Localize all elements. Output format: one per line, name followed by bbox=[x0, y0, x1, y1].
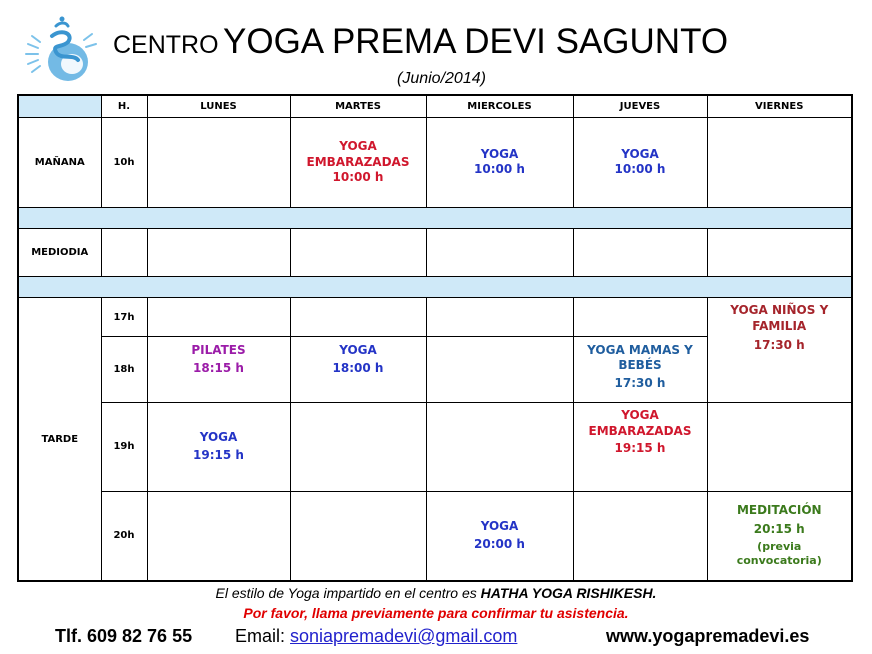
header-viernes: VIERNES bbox=[707, 95, 852, 118]
class-name-2: FAMILIA bbox=[752, 319, 807, 334]
table-row bbox=[18, 491, 852, 581]
page-subtitle: (Junio/2014) bbox=[397, 70, 486, 87]
class-name: PILATES bbox=[191, 342, 246, 357]
class-name: MEDITACIÓN bbox=[736, 503, 822, 517]
class-miercoles-10 bbox=[426, 118, 573, 208]
class-time: 10:00 h bbox=[474, 162, 525, 177]
class-time: 17:30 h bbox=[753, 337, 805, 352]
class-name: YOGA bbox=[480, 518, 519, 533]
table-row bbox=[18, 228, 852, 276]
email-label: Email: bbox=[235, 626, 291, 646]
table-row bbox=[18, 118, 852, 208]
class-martes-10 bbox=[290, 118, 426, 208]
cell-viernes-10 bbox=[707, 118, 852, 208]
header-jueves: JUEVES bbox=[573, 95, 707, 118]
cell-miercoles-17 bbox=[426, 298, 573, 336]
schedule-table bbox=[17, 94, 853, 582]
class-name: YOGA bbox=[480, 146, 519, 161]
class-jueves-19 bbox=[573, 403, 707, 492]
hour-18: 18h bbox=[101, 336, 147, 402]
class-time: 19:15 h bbox=[614, 441, 666, 456]
class-time: 18:00 h bbox=[332, 361, 384, 376]
cell-viernes-19 bbox=[707, 403, 852, 492]
email-line bbox=[235, 626, 517, 647]
cell-midday-hour bbox=[101, 228, 147, 276]
class-time: 19:15 h bbox=[193, 448, 244, 463]
class-time: 20:15 h bbox=[753, 521, 805, 536]
header-lunes: LUNES bbox=[147, 95, 290, 118]
class-name-2: EMBARAZADAS bbox=[588, 423, 692, 438]
separator-row bbox=[18, 277, 852, 298]
header-row bbox=[18, 95, 852, 118]
table-row bbox=[18, 298, 852, 336]
class-martes-18 bbox=[290, 336, 426, 402]
cell-martes-17 bbox=[290, 298, 426, 336]
class-jueves-18 bbox=[573, 336, 707, 402]
cell-martes-20 bbox=[290, 491, 426, 581]
header-corner bbox=[18, 95, 101, 118]
cell-viernes-midday bbox=[707, 228, 852, 276]
title-main: YOGA PREMA DEVI SAGUNTO bbox=[223, 22, 729, 61]
cell-martes-19 bbox=[290, 403, 426, 492]
class-viernes-17 bbox=[707, 298, 852, 403]
class-time: 17:30 h bbox=[614, 375, 666, 390]
separator-band bbox=[18, 207, 852, 228]
class-name: YOGA bbox=[339, 139, 377, 154]
class-time: 20:00 h bbox=[474, 537, 525, 552]
class-viernes-20 bbox=[707, 491, 852, 581]
table-row bbox=[18, 403, 852, 492]
class-time: 10:00 h bbox=[332, 170, 384, 185]
cell-miercoles-midday bbox=[426, 228, 573, 276]
period-midday: MEDIODIA bbox=[18, 228, 101, 276]
cell-jueves-20 bbox=[573, 491, 707, 581]
style-note bbox=[0, 585, 872, 601]
separator-band bbox=[18, 277, 852, 298]
cell-jueves-midday bbox=[573, 228, 707, 276]
email-link[interactable]: soniapremadevi@gmail.com bbox=[290, 626, 518, 646]
class-miercoles-20 bbox=[426, 491, 573, 581]
class-note-2: convocatoria) bbox=[736, 554, 822, 568]
class-jueves-10 bbox=[573, 118, 707, 208]
hour-10: 10h bbox=[101, 118, 147, 208]
hour-20: 20h bbox=[101, 491, 147, 581]
class-name: YOGA bbox=[621, 408, 659, 423]
class-time: 10:00 h bbox=[614, 162, 666, 177]
class-time: 18:15 h bbox=[193, 361, 244, 376]
class-lunes-19 bbox=[147, 403, 290, 492]
class-name: YOGA bbox=[199, 429, 238, 444]
header-martes: MARTES bbox=[290, 95, 426, 118]
cell-lunes-10 bbox=[147, 118, 290, 208]
period-afternoon: TARDE bbox=[18, 298, 101, 581]
cell-miercoles-18 bbox=[426, 336, 573, 402]
om-logo-icon bbox=[22, 14, 102, 88]
cell-lunes-20 bbox=[147, 491, 290, 581]
hour-19: 19h bbox=[101, 403, 147, 492]
class-name-2: EMBARAZADAS bbox=[306, 154, 410, 169]
notice-text: Por favor, llama previamente para confirmar tu asistencia. bbox=[243, 605, 629, 621]
style-prefix: El estilo de Yoga impartido en el centro es bbox=[215, 585, 481, 601]
title-prefix: CENTRO bbox=[113, 31, 219, 59]
class-name: YOGA NIÑOS Y bbox=[730, 303, 829, 318]
phone-number: Tlf. 609 82 76 55 bbox=[55, 626, 193, 646]
class-name-2: BEBÉS bbox=[618, 358, 662, 373]
hour-17: 17h bbox=[101, 298, 147, 336]
cell-lunes-midday bbox=[147, 228, 290, 276]
header-miercoles: MIERCOLES bbox=[426, 95, 573, 118]
class-note: (previa bbox=[757, 540, 802, 554]
cell-lunes-17 bbox=[147, 298, 290, 336]
period-morning: MAÑANA bbox=[18, 118, 101, 208]
page-title bbox=[113, 22, 728, 62]
style-name: HATHA YOGA RISHIKESH. bbox=[480, 585, 657, 601]
class-name: YOGA MAMAS Y bbox=[587, 342, 693, 357]
header-hour: H. bbox=[101, 95, 147, 118]
class-lunes-18 bbox=[147, 336, 290, 402]
cell-miercoles-19 bbox=[426, 403, 573, 492]
class-name: YOGA bbox=[339, 342, 377, 357]
class-name: YOGA bbox=[621, 146, 659, 161]
website-link[interactable]: www.yogapremadevi.es bbox=[606, 626, 810, 646]
separator-row bbox=[18, 207, 852, 228]
cell-jueves-17 bbox=[573, 298, 707, 336]
cell-martes-midday bbox=[290, 228, 426, 276]
